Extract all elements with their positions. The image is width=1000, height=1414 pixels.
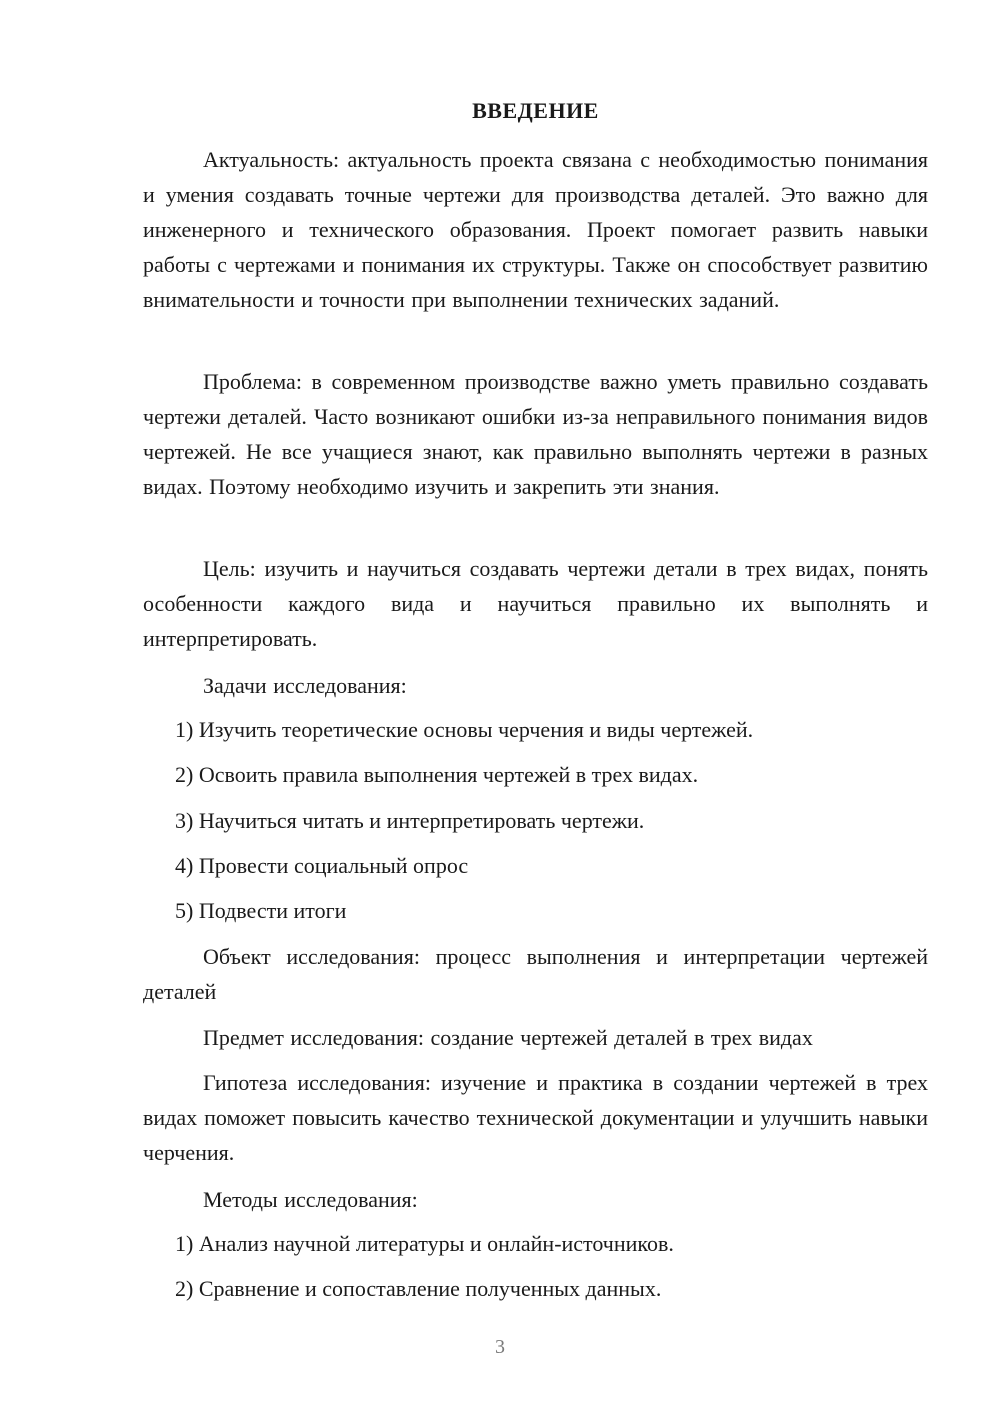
tasks-heading: Задачи исследования: <box>203 673 407 698</box>
paragraph-relevance: Актуальность: актуальность проекта связана с необходимостью понимания и умения создавать точные чертежи для производства деталей. Это важно для инженерного и технического образования. Проект помогает развить навыки работы с чертежами и понимания их структуры. Также он способствует развитию внимательности и точности при выполнении технических заданий. <box>143 147 928 312</box>
method-item: 1) Анализ научной литературы и онлайн-источников. <box>175 1231 674 1256</box>
paragraph-object: Объект исследования: процесс выполнения и интерпретации чертежей деталей <box>143 944 928 1004</box>
paragraph-hypothesis: Гипотеза исследования: изучение и практика в создании чертежей в трех видах поможет повысить качество технической документации и улучшить навыки черчения. <box>143 1070 928 1165</box>
task-item: 1) Изучить теоретические основы черчения и виды чертежей. <box>175 717 754 742</box>
paragraph-subject: Предмет исследования: создание чертежей деталей в трех видах <box>203 1025 813 1050</box>
methods-heading: Методы исследования: <box>203 1187 418 1212</box>
method-item: 2) Сравнение и сопоставление полученных данных. <box>175 1276 662 1301</box>
task-item: 5) Подвести итоги <box>175 898 347 923</box>
task-item: 3) Научиться читать и интерпретировать чертежи. <box>175 808 645 833</box>
paragraph-goal: Цель: изучить и научиться создавать чертежи детали в трех видах, понять особенности каждого вида и научиться правильно их выполнять и интерпретировать. <box>143 556 928 651</box>
page-number: 3 <box>495 1336 505 1358</box>
section-title: ВВЕДЕНИЕ <box>472 98 599 123</box>
paragraph-problem: Проблема: в современном производстве важно уметь правильно создавать чертежи деталей. Часто возникают ошибки из-за неправильного понимания видов чертежей. Не все учащиеся знают, как правильно выполнять чертежи в разных видах. Поэтому необходимо изучить и закрепить эти знания. <box>143 369 928 499</box>
task-item: 4) Провести социальный опрос <box>175 853 469 878</box>
task-item: 2) Освоить правила выполнения чертежей в трех видах. <box>175 762 699 787</box>
